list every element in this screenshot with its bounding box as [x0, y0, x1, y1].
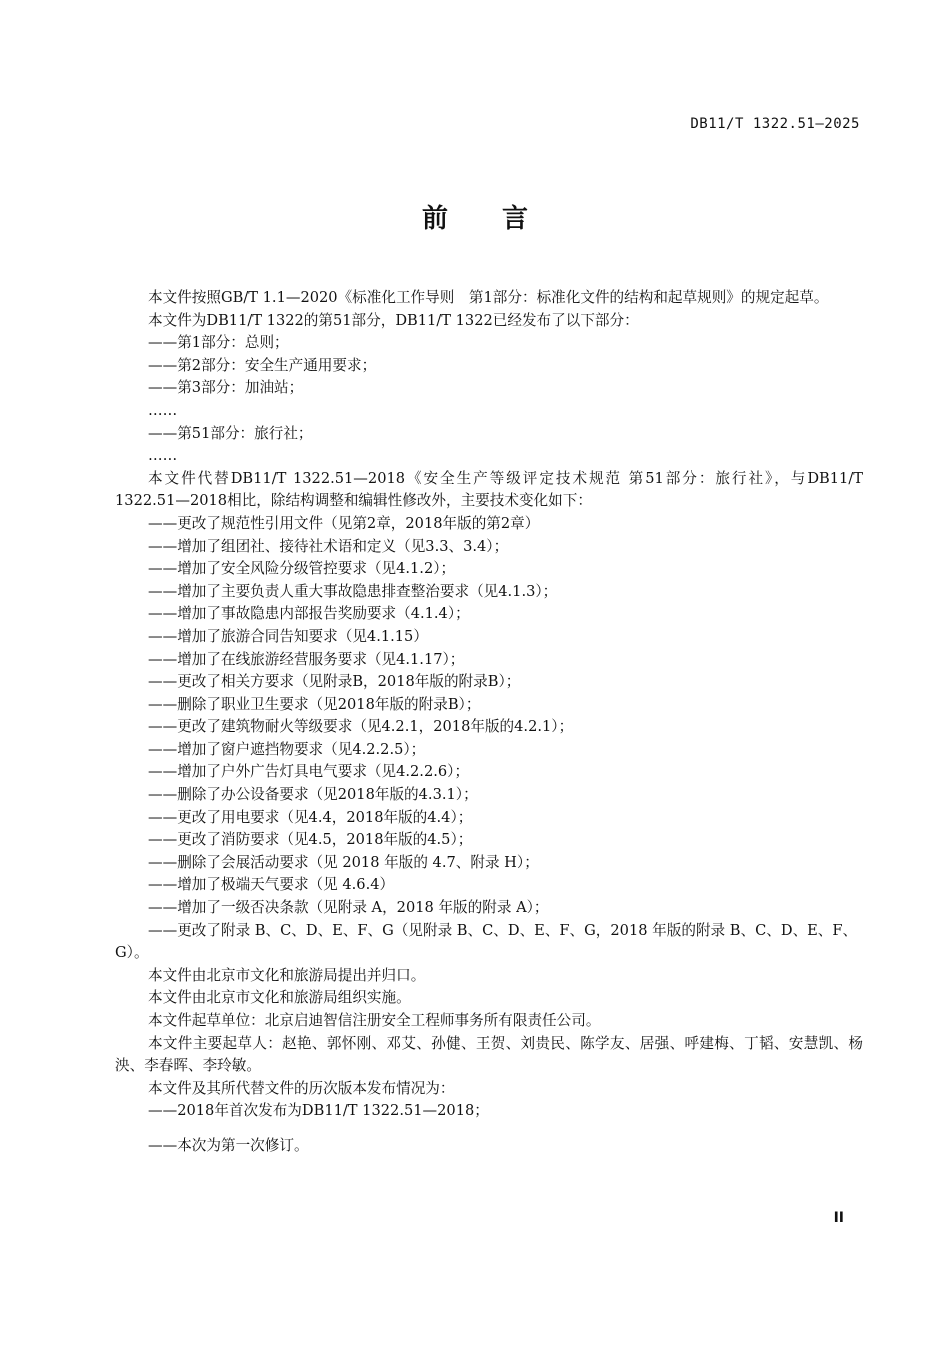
paragraph-drafting-unit: 本文件起草单位：北京启迪智信注册安全工程师事务所有限责任公司。 [148, 1012, 601, 1029]
paragraph-replacement: 本文件代替DB11/T 1322.51—2018《安全生产等级评定技术规范 第51部分：旅行社》，与DB11/T 1322.51—2018相比，除结构调整和编辑性修改外，主要技术变化如下： [115, 469, 863, 510]
document-code: DB11/T 1322.51—2025 [690, 116, 860, 132]
change-list-item: ——增加了事故隐患内部报告奖励要求（4.1.4）； [148, 605, 470, 623]
change-list-item: ——增加了窗户遮挡物要求（见4.2.2.5）； [148, 740, 426, 758]
change-list-item: ——增加了安全风险分级管控要求（见4.1.2）； [148, 560, 456, 578]
paragraph-proposer: 本文件由北京市文化和旅游局提出并归口。 [148, 966, 426, 984]
change-list-item: ——更改了消防要求（见4.5，2018年版的4.5）； [148, 831, 473, 849]
change-list-item: ——删除了会展活动要求（见 2018 年版的 4.7、附录 H）； [148, 853, 539, 871]
page-title: 前言 [421, 204, 582, 234]
change-list-item: ——增加了组团社、接待社术语和定义（见3.3、3.4）； [148, 537, 509, 555]
page-number: II [833, 1210, 844, 1226]
spacer [115, 1123, 863, 1135]
change-list-item: ——更改了相关方要求（见附录B，2018年版的附录B）； [148, 673, 521, 691]
paragraph-drafting-basis: 本文件按照GB/T 1.1—2020《标准化工作导则 第1部分：标准化文件的结构和起草规则》的规定起草。 [148, 289, 829, 306]
change-list-item: ——更改了规范性引用文件（见第2章，2018年版的第2章） [148, 514, 540, 532]
change-list-item: ——增加了主要负责人重大事故隐患排查整治要求（见4.1.3）； [148, 582, 558, 600]
part-list-item: ——第51部分：旅行社； [148, 424, 313, 442]
history-list-item: ——本次为第一次修订。 [148, 1136, 309, 1154]
change-list-item: ——增加了在线旅游经营服务要求（见4.1.17）； [148, 650, 465, 668]
change-list-item: ——增加了一级否决条款（见附录 A，2018 年版的附录 A）； [148, 899, 549, 917]
part-list-ellipsis: …… [148, 401, 178, 419]
change-list-item: ——更改了建筑物耐火等级要求（见4.2.1，2018年版的4.2.1）； [148, 718, 574, 736]
change-list-item: ——增加了旅游合同告知要求（见4.1.15） [148, 627, 428, 645]
part-list-ellipsis: …… [148, 447, 178, 465]
paragraph-implementer: 本文件由北京市文化和旅游局组织实施。 [148, 989, 411, 1007]
foreword-body [115, 287, 863, 1158]
part-list-item: ——第3部分：加油站； [148, 379, 304, 397]
change-list-item: ——更改了附录 B、C、D、E、F、G（见附录 B、C、D、E、F、G，2018 年版的附录 B、C、D、E、F、G）。 [115, 921, 858, 962]
change-list-item: ——增加了极端天气要求（见 4.6.4） [148, 876, 395, 894]
paragraph-series-info: 本文件为DB11/T 1322的第51部分，DB11/T 1322已经发布了以下部分： [148, 311, 639, 329]
change-list-item: ——增加了户外广告灯具电气要求（见4.2.2.6）； [148, 763, 470, 781]
part-list-item: ——第2部分：安全生产通用要求； [148, 356, 377, 374]
change-list-item: ——更改了用电要求（见4.4，2018年版的4.4）； [148, 808, 473, 826]
history-list-item: ——2018年首次发布为DB11/T 1322.51—2018； [148, 1102, 489, 1120]
change-list-item: ——删除了职业卫生要求（见2018年版的附录B）； [148, 695, 481, 713]
change-list-item: ——删除了办公设备要求（见2018年版的4.3.1）； [148, 786, 478, 804]
part-list-item: ——第1部分：总则； [148, 334, 289, 352]
paragraph-drafters: 本文件主要起草人：赵艳、郭怀刚、邓艾、孙健、王贺、刘贵民、陈学友、居强、呼建梅、丁韬、安慧凯、杨泱、李春晖、李玲敏。 [115, 1034, 863, 1075]
paragraph-version-history: 本文件及其所代替文件的历次版本发布情况为： [148, 1079, 455, 1097]
